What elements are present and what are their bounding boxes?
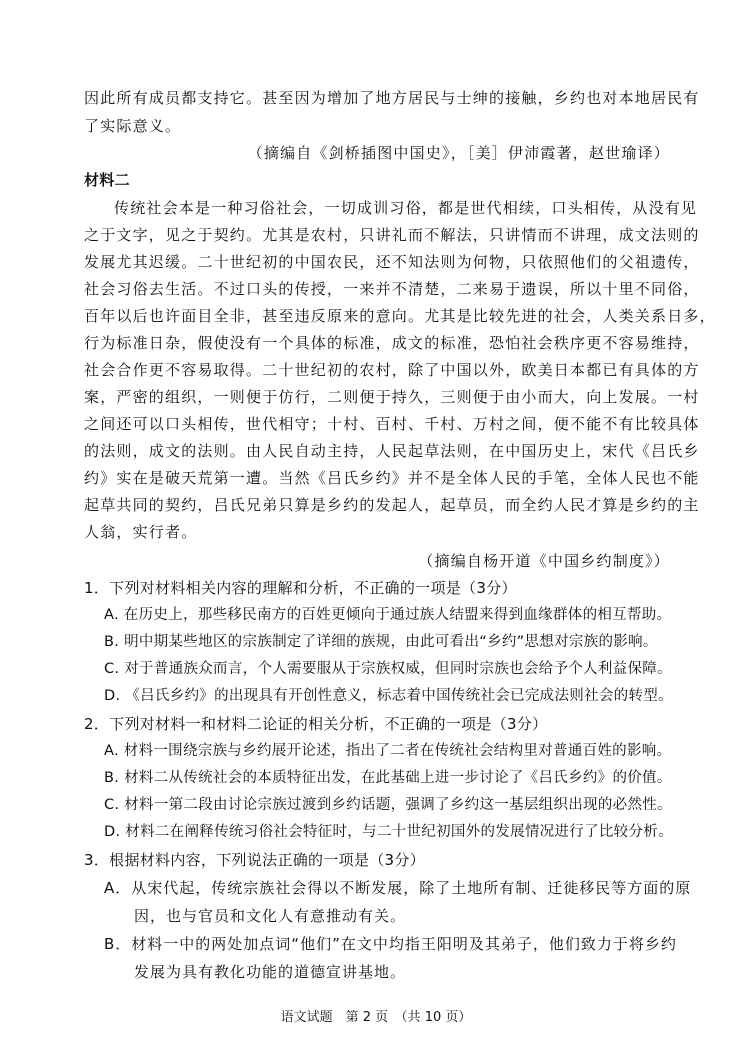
paragraph-line: 起草共同的契约，吕氏兄弟只算是乡约的发起人，起草员，而全约人民才算是乡约的主 <box>84 496 700 514</box>
option-a[interactable]: A. 材料一围绕宗族与乡约展开论述，指出了二者在传统社会结构里对普通百姓的影响。 <box>104 743 672 759</box>
paragraph-line: 百年以后也许面目全非，甚至违反原来的意向。尤其是比较先进的社会，人类关系日多， <box>84 307 716 325</box>
paragraph-line: 之间还可以口头相传，世代相守；十村、百村、千村、万村之间，便不能不有比较具体 <box>84 415 700 433</box>
option-c[interactable]: C. 材料一第二段由讨论宗族过渡到乡约话题，强调了乡约这一基层组织出现的必然性。 <box>104 797 672 813</box>
source-citation: （摘编自《剑桥插图中国史》，［美］伊沛霞著，赵世瑜译） <box>247 144 670 162</box>
option-d[interactable]: D. 材料二在阐释传统习俗社会特征时，与二十世纪初国外的发展情况进行了比较分析。 <box>104 824 673 840</box>
question-stem: 1．下列对材料相关内容的理解和分析，不正确的一项是（3分） <box>84 579 517 597</box>
paragraph-line: 人翁，实行者。 <box>84 523 198 541</box>
source-citation: （摘编自杨开道《中国乡约制度》） <box>418 552 670 570</box>
option-c[interactable]: C. 对于普通族众而言，个人需要服从于宗族权威，但同时宗族也会给予个人利益保障。 <box>104 661 672 677</box>
option-b[interactable]: B．材料一中的两处加点词“他们”在文中均指王阳明及其弟子，他们致力于将乡约 <box>104 935 677 953</box>
option-b[interactable]: B. 材料二从传统社会的本质特征出发，在此基础上进一步讨论了《吕氏乡约》的价值。 <box>104 770 672 786</box>
option-a[interactable]: A. 在历史上，那些移民南方的百姓更倾向于通过族人结盟来得到血缘群体的相互帮助。 <box>104 607 672 623</box>
paragraph-line: 社会习俗去生活。不过口头的传授，一来并不清楚，二来易于遗误，所以十里不同俗， <box>84 280 700 298</box>
paragraph-line: 的法则，成文的法则。由人民自动主持，人民起草法则，在中国历史上，宋代《吕氏乡 <box>84 442 700 460</box>
paragraph-line: 社会合作更不容易取得。二十世纪初的农村，除了中国以外，欧美日本都已有具体的方 <box>84 361 700 379</box>
paragraph-line: 传统社会本是一种习俗社会，一切成训习俗，都是世代相续，口头相传，从没有见 <box>114 199 698 217</box>
paragraph-line: 行为标准日杂，假使没有一个具体的标准，成文的标准，恐怕社会秩序更不容易维持， <box>84 334 700 352</box>
paragraph-line: 案，严密的组织，一则便于仿行，二则便于持久，三则便于由小而大，向上发展。一村 <box>84 388 700 406</box>
paragraph-line: 发展尤其迟缓。二十世纪初的中国农民，还不知法则为何物，只依照他们的父祖遗传， <box>84 253 700 271</box>
option-b-continuation: 发展为具有教化功能的道德宣讲基地。 <box>134 963 407 981</box>
page-footer: 语文试题 第 2 页 （共 10 页） <box>280 1010 472 1025</box>
option-a[interactable]: A．从宋代起，传统宗族社会得以不断发展，除了土地所有制、迁徙移民等方面的原 <box>104 879 692 897</box>
paragraph-line: 约》实在是破天荒第一遭。当然《吕氏乡约》并不是全体人民的手笔，全体人民也不能 <box>84 469 700 487</box>
paragraph-line: 了实际意义。 <box>84 117 182 135</box>
section-heading: 材料二 <box>84 171 130 189</box>
option-d[interactable]: D. 《吕氏乡约》的出现具有开创性意义，标志着中国传统社会已完成法则社会的转型。 <box>104 688 673 704</box>
paragraph-line: 之于文字，见之于契约。尤其是农村，只讲礼而不解法，只讲情而不讲理，成文法则的 <box>84 226 700 244</box>
question-stem: 2．下列对材料一和材料二论证的相关分析，不正确的一项是（3分） <box>84 715 548 733</box>
question-stem: 3．根据材料内容，下列说法正确的一项是（3分） <box>84 851 425 869</box>
option-a-continuation: 因，也与官员和文化人有意推动有关。 <box>134 907 407 925</box>
option-b[interactable]: B. 明中期某些地区的宗族制定了详细的族规，由此可看出“乡约”思想对宗族的影响。 <box>104 634 658 650</box>
paragraph-line: 因此所有成员都支持它。甚至因为增加了地方居民与士绅的接触，乡约也对本地居民有 <box>84 89 700 107</box>
